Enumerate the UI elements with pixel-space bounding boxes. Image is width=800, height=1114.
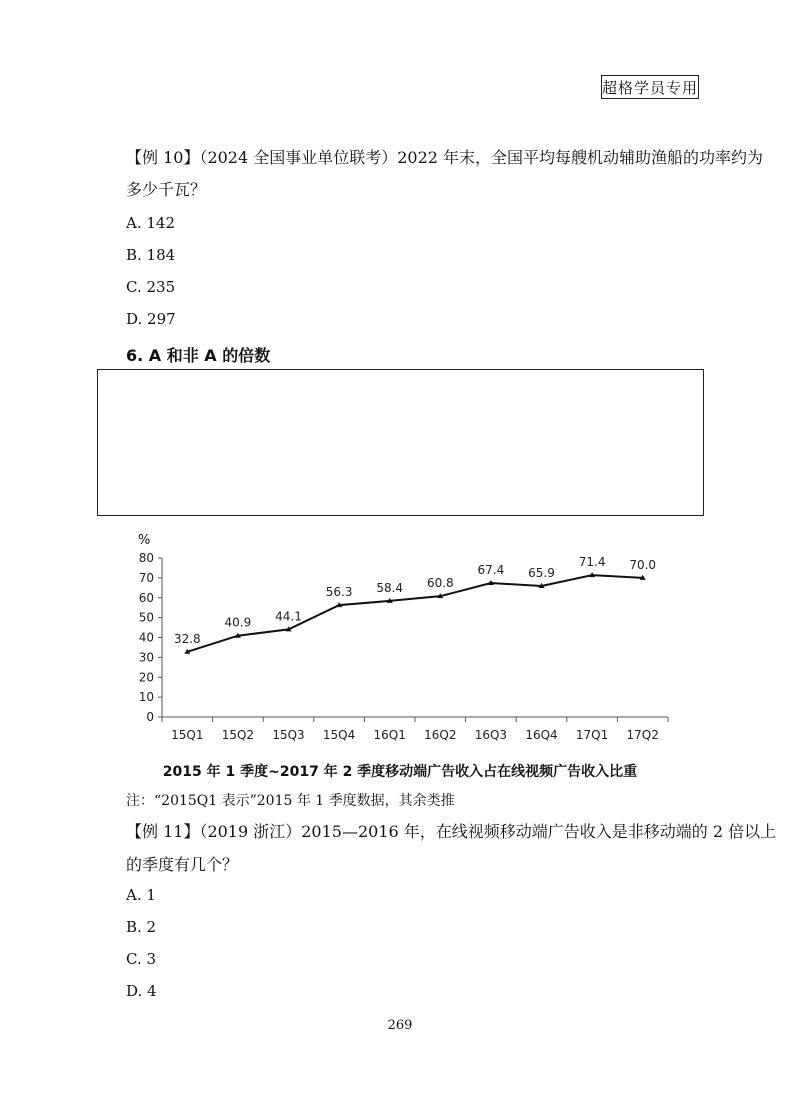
example-11-question-line1: 【例 11】（2019 浙江）2015—2016 年，在线视频移动端广告收入是非移动端的 2 倍以上 xyxy=(126,822,777,841)
y-tick-label: 10 xyxy=(138,690,154,705)
line-chart xyxy=(120,528,680,748)
data-label: 70.0 xyxy=(629,557,657,572)
student-only-badge: 超格学员专用 xyxy=(601,75,699,99)
y-tick-label: 80 xyxy=(138,551,154,565)
example-11-option-c: C. 3 xyxy=(126,950,157,968)
example-10-option-b: B. 184 xyxy=(126,246,176,264)
series-line xyxy=(187,575,642,652)
y-tick-label: 30 xyxy=(138,650,154,665)
x-tick-label: 17Q2 xyxy=(626,728,659,742)
example-11-option-d: D. 4 xyxy=(126,982,157,1000)
data-label: 40.9 xyxy=(224,615,252,630)
x-tick-label: 15Q1 xyxy=(171,728,204,742)
data-label: 67.4 xyxy=(477,563,505,578)
data-label: 44.1 xyxy=(275,609,302,624)
y-tick-label: 0 xyxy=(146,710,154,724)
example-10-option-d: D. 297 xyxy=(126,310,176,328)
example-10-option-a: A. 142 xyxy=(126,214,175,232)
x-tick-label: 16Q4 xyxy=(525,728,558,742)
section-title: 6. A 和非 A 的倍数 xyxy=(126,346,271,365)
x-tick-label: 16Q2 xyxy=(424,728,457,742)
example-11-question-line2: 的季度有几个？ xyxy=(126,855,239,874)
data-label: 32.8 xyxy=(173,631,201,646)
x-tick-label: 17Q1 xyxy=(575,728,609,742)
y-tick-label: 20 xyxy=(138,670,154,685)
example-10-option-c: C. 235 xyxy=(126,278,176,296)
x-tick-label: 16Q1 xyxy=(373,728,406,742)
example-10-question-line2: 多少千瓦？ xyxy=(126,180,207,199)
y-tick-label: 50 xyxy=(138,610,154,625)
chart-title: 2015 年 1 季度~2017 年 2 季度移动端广告收入占在线视频广告收入比重 xyxy=(162,764,638,780)
x-tick-label: 15Q2 xyxy=(221,728,255,742)
example-11-option-a: A. 1 xyxy=(126,886,156,904)
data-label: 58.4 xyxy=(376,580,404,595)
y-tick-label: 60 xyxy=(138,590,154,605)
data-label: 71.4 xyxy=(578,555,606,570)
blank-notes-box xyxy=(97,369,704,516)
y-axis-unit-label: % xyxy=(138,533,151,548)
x-tick-label: 16Q3 xyxy=(474,728,508,742)
chart-note: 注：“2015Q1 表示”2015 年 1 季度数据，其余类推 xyxy=(126,793,455,809)
y-tick-label: 70 xyxy=(138,570,154,585)
example-11-option-b: B. 2 xyxy=(126,918,157,936)
data-label: 56.3 xyxy=(325,585,353,600)
x-tick-label: 15Q3 xyxy=(272,728,305,742)
data-label: 65.9 xyxy=(528,566,555,581)
data-label: 60.8 xyxy=(426,576,454,591)
x-tick-label: 15Q4 xyxy=(322,728,356,742)
example-10-question-line1: 【例 10】（2024 全国事业单位联考）2022 年末，全国平均每艘机动辅助渔船的功率约为 xyxy=(126,148,764,167)
page-number: 269 xyxy=(387,1018,413,1033)
y-tick-label: 40 xyxy=(138,630,154,645)
